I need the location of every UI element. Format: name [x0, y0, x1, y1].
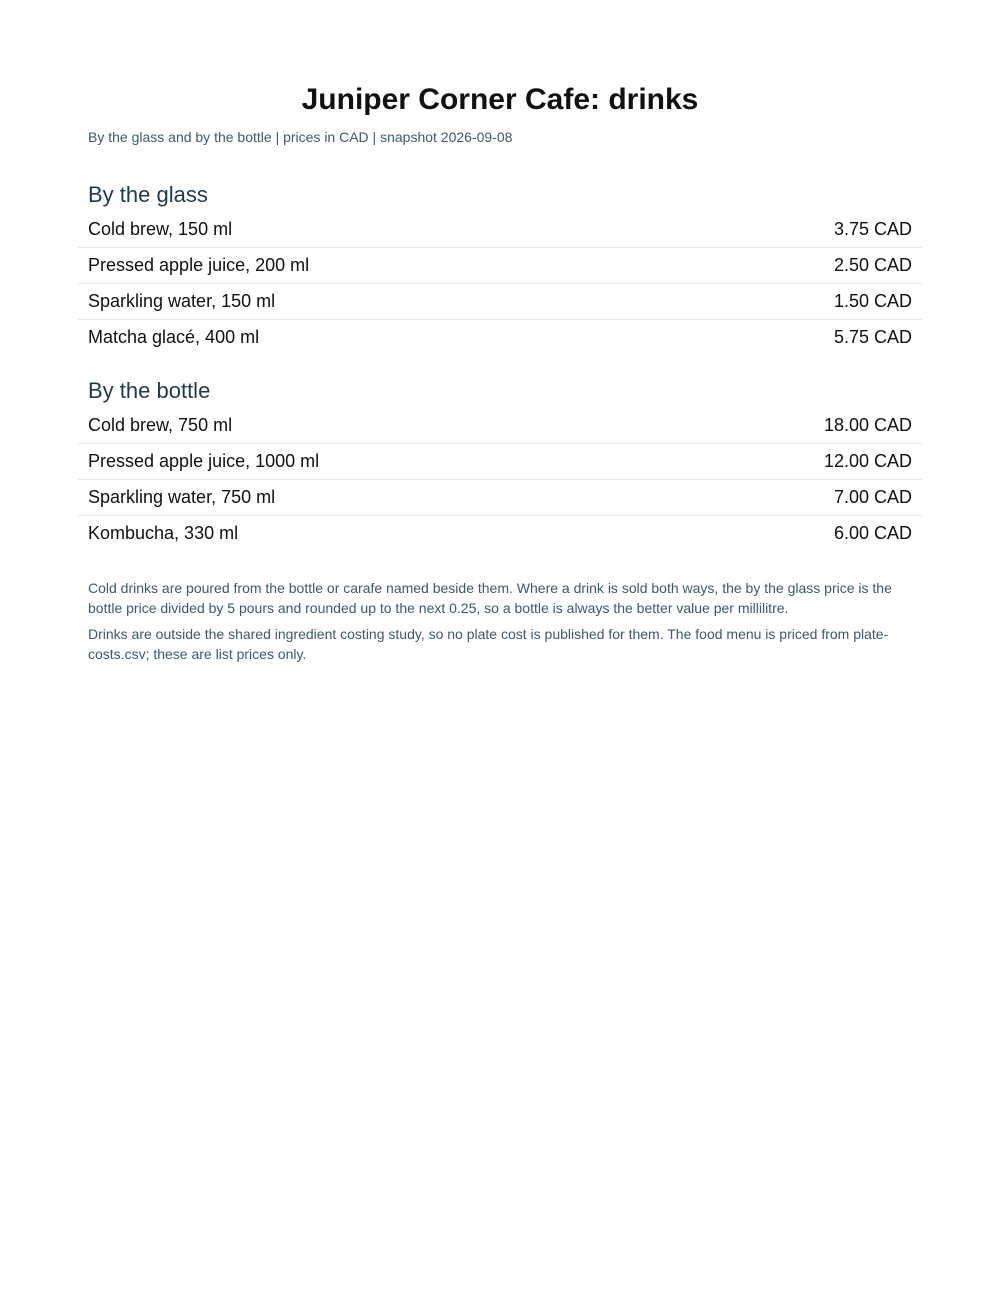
item-price: 6.00 CAD: [833, 523, 912, 543]
item-name: Matcha glacé, 400 ml: [88, 327, 260, 347]
section-heading: By the glass: [88, 182, 208, 207]
menu-item: [78, 516, 922, 551]
pricing-note: Cold drinks are poured from the bottle or carafe named beside them. Where a drink is sold both ways, the by the glass price is the bottle price divided by 5 pours and rounded up to the next 0.25, so a bottle is always the better value per millilitre.: [88, 580, 892, 616]
footnotes: [88, 578, 908, 670]
menu-item: [78, 408, 922, 444]
item-name: Sparkling water, 150 ml: [88, 291, 276, 311]
page-subtitle: By the glass and by the bottle | prices in CAD | snapshot 2026-09-08: [88, 129, 513, 145]
section-heading: By the bottle: [88, 378, 211, 403]
item-price: 3.75 CAD: [833, 219, 912, 239]
section-by-the-glass: [78, 182, 922, 355]
page-title: Juniper Corner Cafe: drinks: [301, 83, 699, 116]
item-name: Pressed apple juice, 200 ml: [88, 255, 310, 275]
menu-list: [78, 408, 922, 551]
item-name: Pressed apple juice, 1000 ml: [88, 451, 320, 471]
item-price: 7.00 CAD: [833, 487, 912, 507]
costing-note: Drinks are outside the shared ingredient costing study, so no plate cost is published for them. The food menu is priced from plate-costs.csv; these are list prices only.: [88, 626, 889, 662]
item-price: 1.50 CAD: [833, 291, 912, 311]
item-name: Cold brew, 150 ml: [88, 219, 233, 239]
item-name: Kombucha, 330 ml: [88, 523, 239, 543]
menu-item: [78, 320, 922, 355]
item-price: 5.75 CAD: [833, 327, 912, 347]
item-price: 2.50 CAD: [833, 255, 912, 275]
item-price: 18.00 CAD: [823, 415, 912, 435]
item-name: Cold brew, 750 ml: [88, 415, 233, 435]
menu-list: [78, 212, 922, 355]
item-price: 12.00 CAD: [823, 451, 912, 471]
menu-item: [78, 212, 922, 248]
menu-item: [78, 248, 922, 284]
menu-item: [78, 480, 922, 516]
section-by-the-bottle: [78, 378, 922, 551]
menu-item: [78, 284, 922, 320]
item-name: Sparkling water, 750 ml: [88, 487, 276, 507]
menu-item: [78, 444, 922, 480]
